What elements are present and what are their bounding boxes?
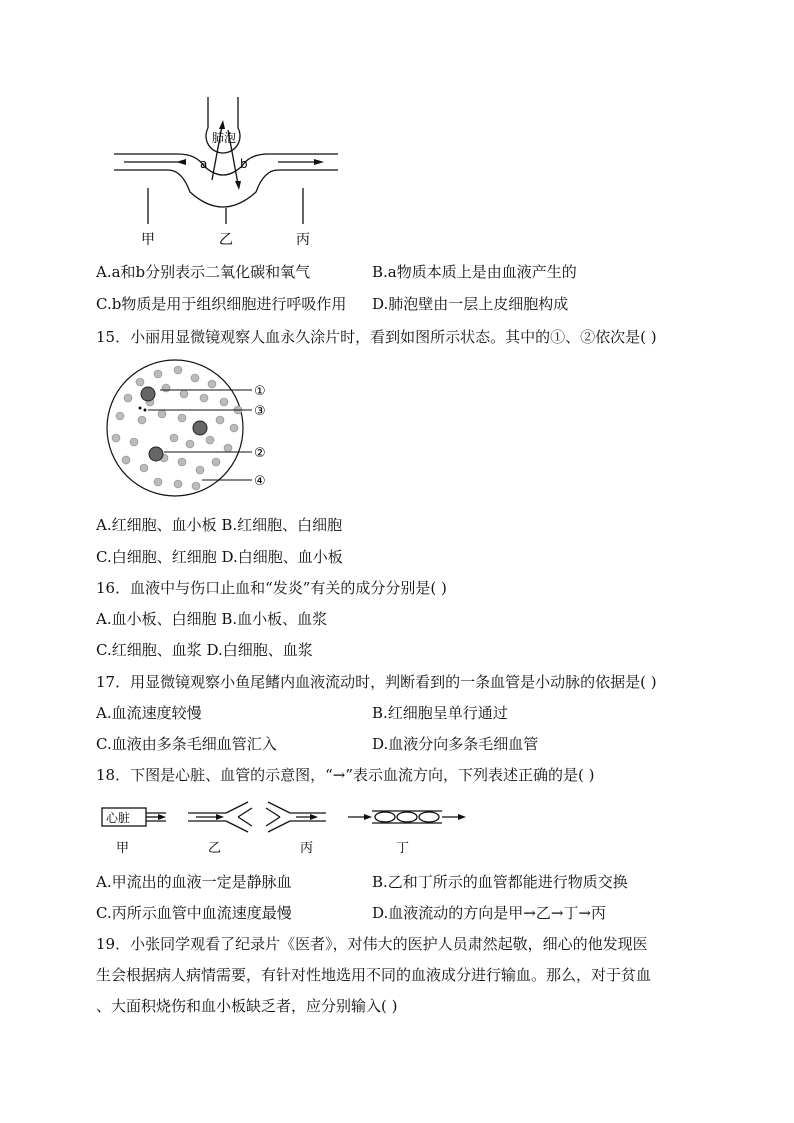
q17-option-b: B.红细胞呈单行通过 xyxy=(372,704,508,722)
q15-options-cd: C.白细胞、红细胞 D.白细胞、血小板 xyxy=(96,548,343,566)
q14-option-a: A.a和b分别表示二氧化碳和氧气 xyxy=(96,263,311,281)
alveolus-figure xyxy=(100,92,360,252)
q14-option-d: D.肺泡壁由一层上皮细胞构成 xyxy=(372,295,569,313)
q16-stem: 16．血液中与伤口止血和“发炎”有关的成分分别是( ) xyxy=(96,579,447,597)
q19-line-1: 19．小张同学观看了纪录片《医者》，对伟大的医护人员肃然起敬，细心的他发现医 xyxy=(96,935,648,953)
blood-smear-figure xyxy=(100,358,290,498)
vessel-label-jia: 甲 xyxy=(116,841,130,856)
q19-line-3: 、大面积烧伤和血小板缺乏者，应分别输入( ) xyxy=(96,997,398,1015)
smear-label-2: ② xyxy=(254,446,266,461)
label-bing: 丙 xyxy=(296,232,310,248)
arrow-a-label: a xyxy=(200,157,208,171)
vessel-label-ding: 丁 xyxy=(396,841,410,856)
q15-stem: 15．小丽用显微镜观察人血永久涂片时，看到如图所示状态。其中的①、②依次是( ) xyxy=(96,328,657,346)
q19-line-2: 生会根据病人病情需要，有针对性地选用不同的血液成分进行输血。那么，对于贫血 xyxy=(96,966,652,984)
label-jia: 甲 xyxy=(141,232,155,248)
vessel-label-bing: 丙 xyxy=(300,841,314,856)
vessel-figure xyxy=(96,800,486,860)
heart-label: 心脏 xyxy=(106,811,131,825)
q17-option-c: C.血液由多条毛细血管汇入 xyxy=(96,735,277,753)
smear-label-1: ① xyxy=(254,384,266,399)
q16-options-ab: A.血小板、白细胞 B.血小板、血浆 xyxy=(96,610,328,628)
q17-stem: 17．用显微镜观察小鱼尾鳍内血液流动时，判断看到的一条血管是小动脉的依据是( ) xyxy=(96,673,657,691)
label-yi: 乙 xyxy=(219,232,233,248)
smear-label-4: ④ xyxy=(254,474,266,489)
smear-label-3: ③ xyxy=(254,404,266,419)
arrow-b-label: b xyxy=(240,157,248,171)
q14-option-b: B.a物质本质上是由血液产生的 xyxy=(372,263,577,281)
q15-options-ab: A.红细胞、血小板 B.红细胞、白细胞 xyxy=(96,516,343,534)
q18-option-d: D.血液流动的方向是甲→乙→丁→丙 xyxy=(372,904,606,922)
q14-option-c: C.b物质是用于组织细胞进行呼吸作用 xyxy=(96,295,347,313)
q18-option-b: B.乙和丁所示的血管都能进行物质交换 xyxy=(372,873,628,891)
vessel-label-yi: 乙 xyxy=(208,841,222,856)
q17-option-a: A.血流速度较慢 xyxy=(96,704,202,722)
q18-stem: 18．下图是心脏、血管的示意图，“→”表示血流方向，下列表述正确的是( ) xyxy=(96,766,595,784)
q18-option-a: A.甲流出的血液一定是静脉血 xyxy=(96,873,292,891)
q16-options-cd: C.红细胞、血浆 D.白细胞、血浆 xyxy=(96,641,313,659)
q17-option-d: D.血液分向多条毛细血管 xyxy=(372,735,539,753)
alveolus-label: 肺泡 xyxy=(212,131,237,145)
q18-option-c: C.丙所示血管中血流速度最慢 xyxy=(96,904,292,922)
